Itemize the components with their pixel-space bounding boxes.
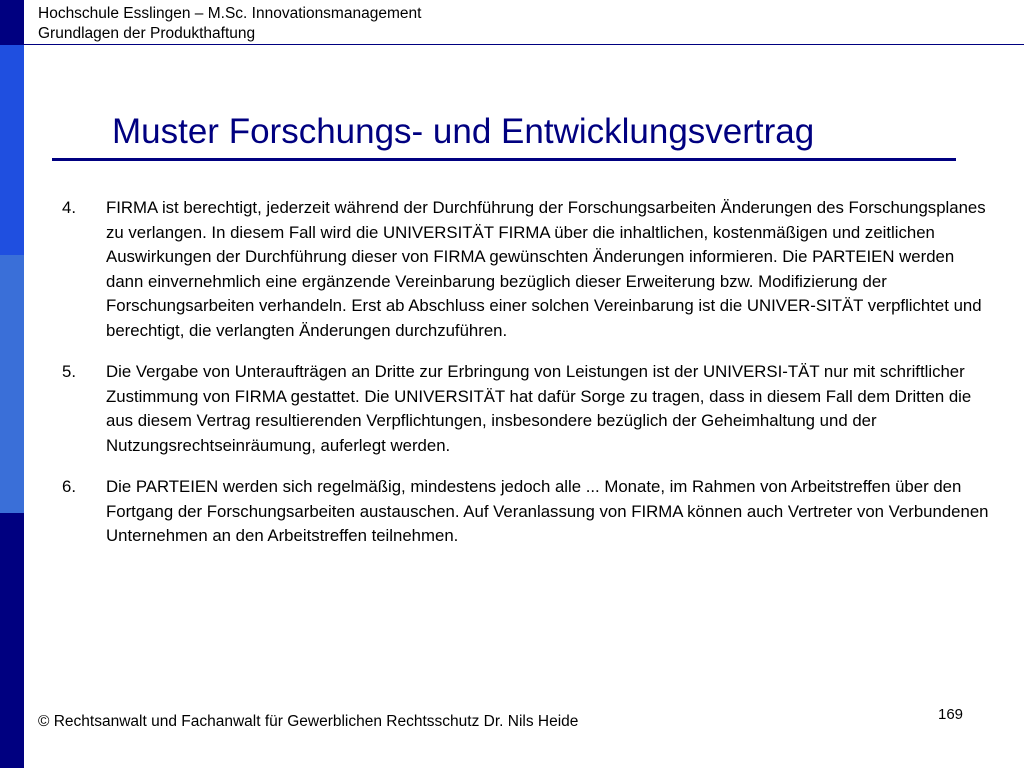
item-number: 4.	[62, 198, 76, 217]
page-number: 169	[938, 706, 964, 723]
item-number: 5.	[62, 362, 76, 381]
slide-title: Muster Forschungs- und Entwicklungsvertrag	[112, 112, 815, 151]
side-color-bar	[0, 0, 24, 768]
side-bar-segment	[0, 0, 24, 45]
side-bar-segment	[0, 513, 24, 768]
slide-header	[38, 4, 421, 44]
side-bar-segment	[0, 255, 24, 513]
list-item	[62, 360, 992, 458]
item-number: 6.	[62, 477, 76, 496]
list-item	[62, 475, 992, 549]
header-line-1: Hochschule Esslingen – M.Sc. Innovationsmanagement	[38, 5, 422, 22]
item-text: Die PARTEIEN werden sich regelmäßig, mindestens jedoch alle ... Monate, im Rahmen von Arbeitstreffen über den Fortgang der Forschungsarbeiten austauschen. Auf Veranlassung von FIRMA können auch Vertreter von Verbundenen Unternehmen an den Arbeitstreffen teilnehmen.	[106, 477, 989, 545]
list-item	[62, 196, 992, 343]
header-line-2: Grundlagen der Produkthaftung	[38, 25, 256, 42]
copyright-footer: © Rechtsanwalt und Fachanwalt für Gewerblichen Rechtsschutz Dr. Nils Heide	[38, 713, 579, 730]
item-text: FIRMA ist berechtigt, jederzeit während der Durchführung der Forschungsarbeiten Änderungen des Forschungsplanes zu verlangen. In diesem Fall wird die UNIVERSITÄT FIRMA über die inhaltlichen, kostenmäßigen und zeitlichen Auswirkungen der Durchführung dieser von FIRMA gewünschten Änderungen informieren. Die PARTEIEN werden dann einvernehmlich eine ergänzende Vereinbarung bezüglich dieser Erweiterung bzw. Modifizierung der Forschungsarbeiten verhandeln. Erst ab Abschluss einer solchen Vereinbarung ist die UNIVER-SITÄT verpflichtet und berechtigt, die verlangten Änderungen durchzuführen.	[106, 198, 986, 340]
item-text: Die Vergabe von Unteraufträgen an Dritte zur Erbringung von Leistungen ist der UNIVERSI-TÄT nur mit schriftlicher Zustimmung von FIRMA gestattet. Die UNIVERSITÄT hat dafür Sorge zu tragen, dass in diesem Fall dem Dritten die aus diesem Vertrag resultierenden Verpflichtungen, insbesondere bezüglich der Geheimhaltung und der Nutzungsrechtseinräumung, auferlegt werden.	[106, 362, 972, 455]
header-divider	[24, 44, 1024, 45]
numbered-list	[62, 196, 992, 566]
title-underline	[52, 158, 956, 161]
side-bar-segment	[0, 45, 24, 255]
